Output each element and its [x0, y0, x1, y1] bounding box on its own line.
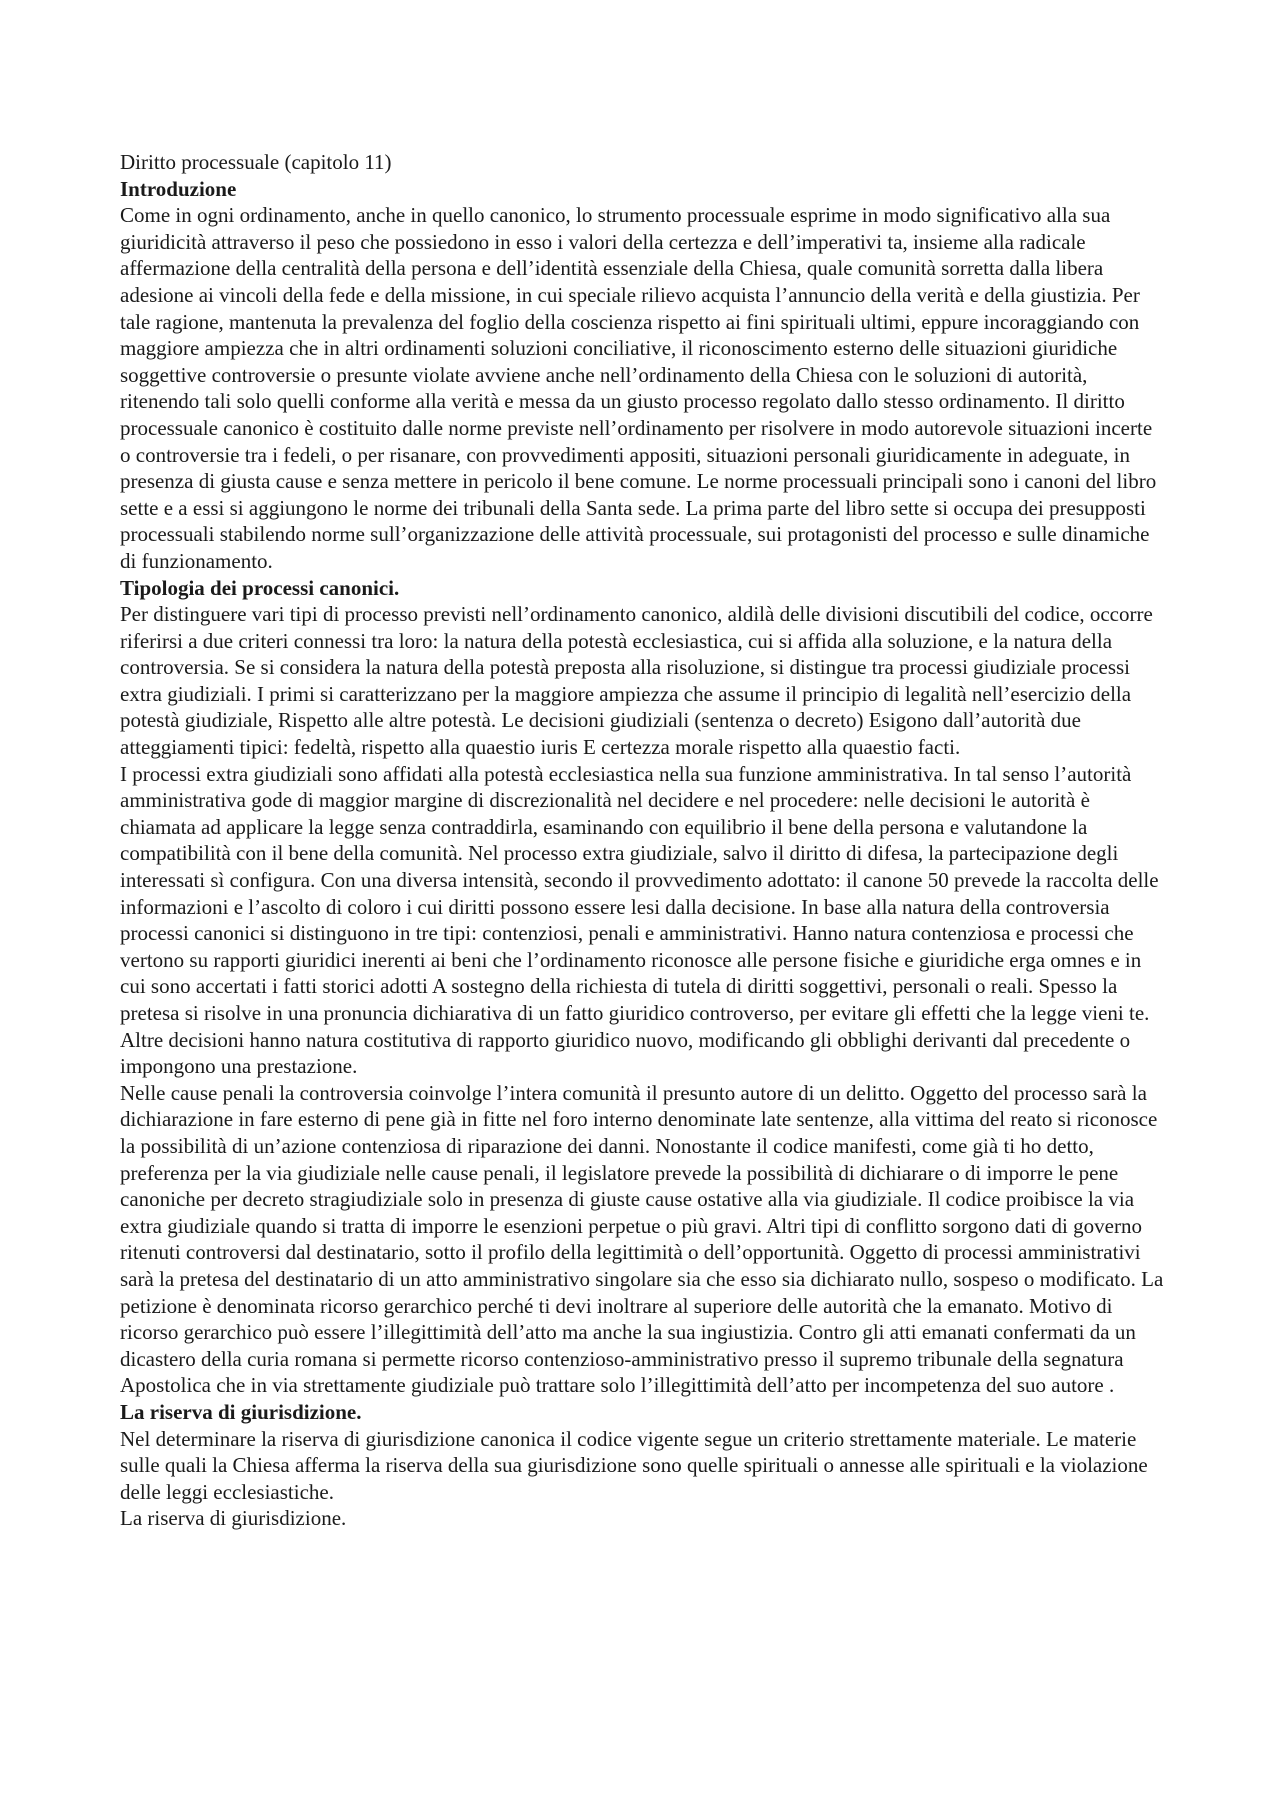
paragraph: La riserva di giurisdizione. — [120, 1506, 347, 1531]
section-heading-introduzione: Introduzione — [120, 176, 237, 201]
document-page — [120, 149, 1165, 1532]
document-title: Diritto processuale (capitolo 11) — [120, 150, 392, 174]
paragraph: Nel determinare la riserva di giurisdizione canonica il codice vigente segue un criterio strettamente materiale. Le materie sulle quali la Chiesa afferma la riserva della sua giurisdizione sono quelle spirituali o annesse alle spirituali e la violazione delle leggi ecclesiastiche. — [120, 1426, 1148, 1504]
paragraph: Per distinguere vari tipi di processo previsti nell’ordinamento canonico, aldilà delle divisioni discutibili del codice, occorre riferirsi a due criteri connessi tra loro: la natura della potestà ecclesiastica, cui si affida alla soluzione, e la natura della controversia. Se si considera la natura della potestà preposta alla risoluzione, si distingue tra processi giudiziale processi extra giudiziali. I primi si caratterizzano per la maggiore ampiezza che assume il principio di legalità nell’esercizio della potestà giudiziale, Rispetto alle altre potestà. Le decisioni giudiziali (sentenza o decreto) Esigono dall’autorità due atteggiamenti tipici: fedeltà, rispetto alla quaestio iuris E certezza morale rispetto alla quaestio facti. — [120, 602, 1153, 760]
section-heading-riserva: La riserva di giurisdizione. — [120, 1399, 362, 1424]
paragraph: Come in ogni ordinamento, anche in quello canonico, lo strumento processuale esprime in modo significativo alla sua giuridicità attraverso il peso che possiedono in esso i valori della certezza e dell’imperativi ta, insieme alla radicale affermazione della centralità della persona e dell’identità essenziale della Chiesa, quale comunità sorretta dalla libera adesione ai vincoli della fede e della missione, in cui speciale rilievo acquista l’annuncio della verità e della giustizia. Per tale ragione, mantenuta la prevalenza del foglio della coscienza rispetto ai fini spirituali ultimi, eppure incoraggiando con maggiore ampiezza che in altri ordinamenti soluzioni conciliative, il riconoscimento esterno delle situazioni giuridiche soggettive controversie o presunte violate avviene anche nell’ordinamento della Chiesa con le soluzioni di autorità, ritenendo tali solo quelli conforme alla verità e messa da un giusto processo regolato dallo stesso ordinamento. Il diritto processuale canonico è costituito dalle norme previste nell’ordinamento per risolvere in modo autorevole situazioni incerte o controversie tra i fedeli, o per risanare, con provvedimenti appositi, situazioni personali giuridicamente in adeguate, in presenza di giusta cause e senza mettere in pericolo il bene comune. Le norme processuali principali sono i canoni del libro sette e a essi si aggiungono le norme dei tribunali della Santa sede. La prima parte del libro sette si occupa dei presupposti processuali stabilendo norme sull’organizzazione delle attività processuale, sui protagonisti del processo e sulle dinamiche di funzionamento. — [120, 203, 1157, 573]
paragraph: Nelle cause penali la controversia coinvolge l’intera comunità il presunto autore di un delitto. Oggetto del processo sarà la dichiarazione in fare esterno di pene già in fitte nel foro interno denominate late sentenze, alla vittima del reato si riconosce la possibilità di un’azione contenziosa di riparazione dei danni. Nonostante il codice manifesti, come già ti ho detto, preferenza per la via giudiziale nelle cause penali, il legislatore prevede la possibilità di dichiarare o di imporre le pene canoniche per decreto stragiudiziale solo in presenza di giuste cause ostative alla via giudiziale. Il codice proibisce la via extra giudiziale quando si tratta di imporre le esenzioni perpetue o più gravi. Altri tipi di conflitto sorgono dati di governo ritenuti controversi dal destinatario, sotto il profilo della legittimità o dell’opportunità. Oggetto di processi amministrativi sarà la pretesa del destinatario di un atto amministrativo singolare sia che esso sia dichiarato nullo, sospeso o modificato. La petizione è denominata ricorso gerarchico perché ti devi inoltrare al superiore delle autorità che la emanato. Motivo di ricorso gerarchico può essere l’illegittimità dell’atto ma anche la sua ingiustizia. Contro gli atti emanati confermati da un dicastero della curia romana si permette ricorso contenzioso-amministrativo presso il supremo tribunale della segnatura Apostolica che in via strettamente giudiziale può trattare solo l’illegittimità dell’atto per incompetenza del suo autore . — [120, 1080, 1164, 1398]
paragraph: I processi extra giudiziali sono affidati alla potestà ecclesiastica nella sua funzione amministrativa. In tal senso l’autorità amministrativa gode di maggior margine di discrezionalità nel decidere e nel procedere: nelle decisioni le autorità è chiamata ad applicare la legge senza contraddirla, esaminando con equilibrio il bene della persona e valutandone la compatibilità con il bene della comunità. Nel processo extra giudiziale, salvo il diritto di difesa, la partecipazione degli interessati sì configura. Con una diversa intensità, secondo il provvedimento adottato: il canone 50 prevede la raccolta delle informazioni e l’ascolto di coloro i cui diritti possono essere lesi dalla decisione. In base alla natura della controversia processi canonici si distinguono in tre tipi: contenziosi, penali e amministrativi. Hanno natura contenziosa e processi che vertono su rapporti giuridici inerenti ai beni che l’ordinamento riconosce alle persone fisiche e giuridiche erga omnes e in cui sono accertati i fatti storici adotti A sostegno della richiesta di tutela di diritti soggettivi, personali o reali. Spesso la pretesa si risolve in una pronuncia dichiarativa di un fatto giuridico controverso, per evitare gli effetti che la legge vieni te. Altre decisioni hanno natura costitutiva di rapporto giuridico nuovo, modificando gli obblighi derivanti dal precedente o impongono una prestazione. — [120, 761, 1159, 1079]
section-heading-tipologia: Tipologia dei processi canonici. — [120, 575, 400, 600]
